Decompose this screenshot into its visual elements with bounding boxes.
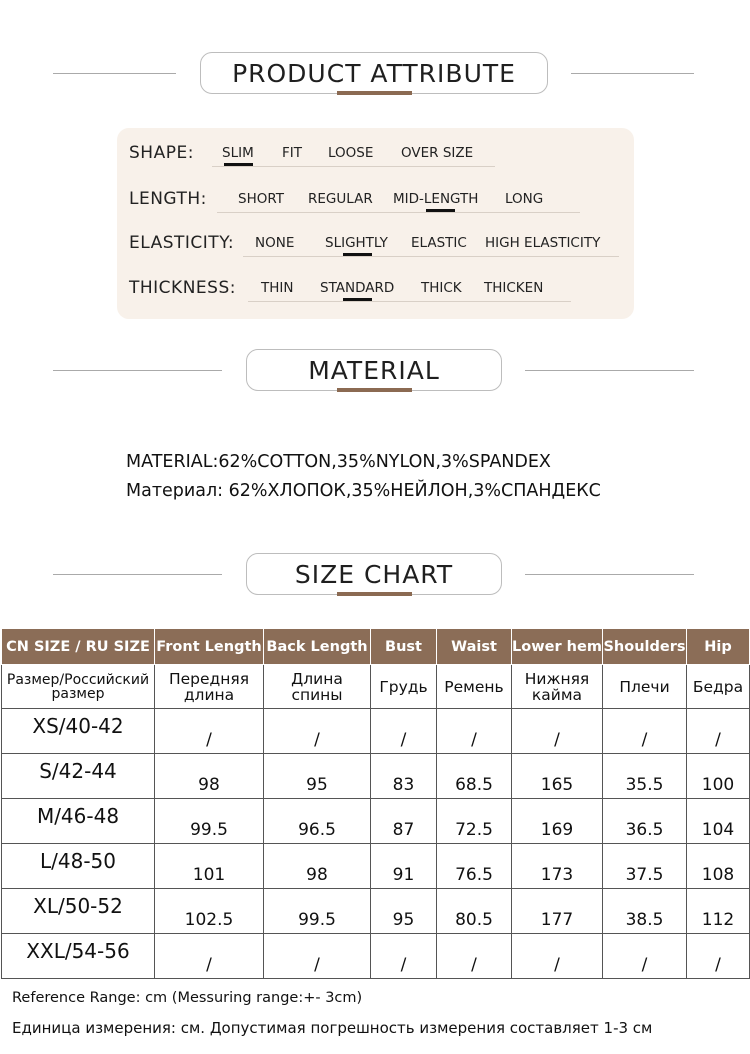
attribute-option: NONE — [255, 235, 295, 251]
header-waist: Waist — [437, 629, 512, 665]
section-header-size-chart — [0, 551, 750, 601]
product-attribute-panel — [117, 128, 634, 319]
table-cell: 80.5 — [437, 889, 512, 934]
table-cell: / — [512, 934, 603, 979]
table-cell: / — [603, 934, 687, 979]
attribute-option: FIT — [282, 145, 302, 161]
table-row — [2, 889, 750, 934]
table-cell: 104 — [687, 799, 750, 844]
table-cell: M/46-48 — [2, 799, 155, 844]
header-hip: Hip — [687, 629, 750, 665]
selected-indicator — [343, 253, 372, 256]
reference-note-ru: Единица измерения: см. Допустимая погрешность измерения составляет 1-3 см — [12, 1019, 653, 1037]
table-cell: 98 — [155, 754, 264, 799]
table-cell: / — [437, 934, 512, 979]
header-cn-size: CN SIZE / RU SIZE — [2, 629, 155, 665]
title-accent-bar — [337, 592, 412, 596]
table-cell: 99.5 — [155, 799, 264, 844]
header-shoulders: Shoulders — [603, 629, 687, 665]
attribute-label: SHAPE: — [129, 143, 194, 163]
section-header-material — [0, 347, 750, 397]
table-row — [2, 934, 750, 979]
table-cell: 37.5 — [603, 844, 687, 889]
table-cell: 169 — [512, 799, 603, 844]
table-cell: 83 — [371, 754, 437, 799]
table-cell: XL/50-52 — [2, 889, 155, 934]
table-cell: 101 — [155, 844, 264, 889]
header-rule-right — [571, 73, 694, 74]
table-cell: 38.5 — [603, 889, 687, 934]
attribute-option: OVER SIZE — [401, 145, 474, 161]
selected-indicator — [343, 298, 372, 301]
material-value-en: 62%COTTON,35%NYLON,3%SPANDEX — [218, 452, 551, 472]
attribute-option: SLIM — [222, 145, 254, 161]
table-cell: / — [687, 709, 750, 754]
table-cell: / — [264, 934, 371, 979]
header-lower-hem: Lower hem — [512, 629, 603, 665]
table-cell: 91 — [371, 844, 437, 889]
table-cell: / — [603, 709, 687, 754]
selected-indicator — [224, 163, 253, 166]
table-cell: 112 — [687, 889, 750, 934]
table-cell: 36.5 — [603, 799, 687, 844]
table-cell: / — [512, 709, 603, 754]
ru-header-back-length: Длина спины — [264, 665, 371, 709]
table-cell: / — [437, 709, 512, 754]
table-cell: 68.5 — [437, 754, 512, 799]
attribute-rule — [212, 166, 495, 167]
material-line-en — [126, 452, 551, 472]
table-cell: / — [264, 709, 371, 754]
table-cell: 165 — [512, 754, 603, 799]
attribute-option: LONG — [505, 191, 544, 207]
table-cell: 72.5 — [437, 799, 512, 844]
header-bust: Bust — [371, 629, 437, 665]
attribute-option: ELASTIC — [411, 235, 467, 251]
ru-header-waist: Ремень — [437, 665, 512, 709]
attribute-option: HIGH ELASTICITY — [485, 235, 601, 251]
table-cell: / — [687, 934, 750, 979]
table-row — [2, 754, 750, 799]
ru-header-lower-hem: Нижняя кайма — [512, 665, 603, 709]
ru-header-front-length: Передняя длина — [155, 665, 264, 709]
header-rule-left — [53, 574, 222, 575]
title-accent-bar — [337, 91, 412, 95]
ru-header-shoulders: Плечи — [603, 665, 687, 709]
table-cell: 99.5 — [264, 889, 371, 934]
table-cell: / — [371, 934, 437, 979]
table-cell: 87 — [371, 799, 437, 844]
table-cell: 98 — [264, 844, 371, 889]
table-cell: / — [155, 934, 264, 979]
attribute-row-elasticity — [117, 229, 634, 259]
header-rule-right — [525, 370, 694, 371]
table-cell: L/48-50 — [2, 844, 155, 889]
section-title-size-chart: SIZE CHART — [246, 553, 502, 595]
material-label-ru: Материал: — [126, 481, 224, 501]
table-cell: 100 — [687, 754, 750, 799]
attribute-row-thickness — [117, 274, 634, 304]
table-cell: 95 — [371, 889, 437, 934]
attribute-rule — [243, 256, 619, 257]
attribute-label: ELASTICITY: — [129, 233, 235, 253]
header-rule-left — [53, 370, 222, 371]
header-rule-left — [53, 73, 176, 74]
table-cell: 76.5 — [437, 844, 512, 889]
header-back-length: Back Length — [264, 629, 371, 665]
header-rule-right — [525, 574, 694, 575]
attribute-option: THICK — [421, 280, 462, 296]
table-ru-header-row — [2, 665, 750, 709]
table-cell: S/42-44 — [2, 754, 155, 799]
attribute-rule — [217, 212, 580, 213]
section-title-material: MATERIAL — [246, 349, 502, 391]
attribute-label: THICKNESS: — [129, 278, 236, 298]
selected-indicator — [426, 209, 455, 212]
table-cell: 108 — [687, 844, 750, 889]
size-chart-table — [1, 628, 750, 979]
title-accent-bar — [337, 388, 412, 392]
attribute-option: THICKEN — [484, 280, 544, 296]
table-cell: / — [371, 709, 437, 754]
attribute-row-length — [117, 185, 634, 215]
attribute-option: STANDARD — [320, 280, 395, 296]
table-cell: 95 — [264, 754, 371, 799]
table-cell: 173 — [512, 844, 603, 889]
table-cell: 96.5 — [264, 799, 371, 844]
table-row — [2, 844, 750, 889]
table-cell: / — [155, 709, 264, 754]
table-cell: 35.5 — [603, 754, 687, 799]
material-label-en: MATERIAL: — [126, 452, 219, 472]
table-cell: 102.5 — [155, 889, 264, 934]
section-header-product-attribute — [0, 50, 750, 100]
attribute-option: THIN — [261, 280, 294, 296]
attribute-option: SHORT — [238, 191, 284, 207]
attribute-option: REGULAR — [308, 191, 373, 207]
material-line-ru — [126, 481, 601, 501]
attribute-option: SLIGHTLY — [325, 235, 388, 251]
attribute-row-shape — [117, 139, 634, 169]
attribute-label: LENGTH: — [129, 189, 207, 209]
attribute-rule — [248, 301, 571, 302]
table-cell: XXL/54-56 — [2, 934, 155, 979]
attribute-option: LOOSE — [328, 145, 374, 161]
table-header-row — [2, 629, 750, 665]
section-title-product-attribute: PRODUCT ATTRIBUTE — [200, 52, 548, 94]
ru-header-bust: Грудь — [371, 665, 437, 709]
table-row — [2, 709, 750, 754]
material-value-ru: 62%ХЛОПОК,35%НЕЙЛОН,3%СПАНДЕКС — [228, 481, 601, 501]
table-cell: 177 — [512, 889, 603, 934]
table-cell: XS/40-42 — [2, 709, 155, 754]
table-row — [2, 799, 750, 844]
ru-header-size: Размер/Российский размер — [2, 665, 155, 709]
attribute-option: MID-LENGTH — [393, 191, 479, 207]
ru-header-hip: Бедра — [687, 665, 750, 709]
reference-note-en: Reference Range: cm (Messuring range:+- 3cm) — [12, 990, 363, 1006]
header-front-length: Front Length — [155, 629, 264, 665]
